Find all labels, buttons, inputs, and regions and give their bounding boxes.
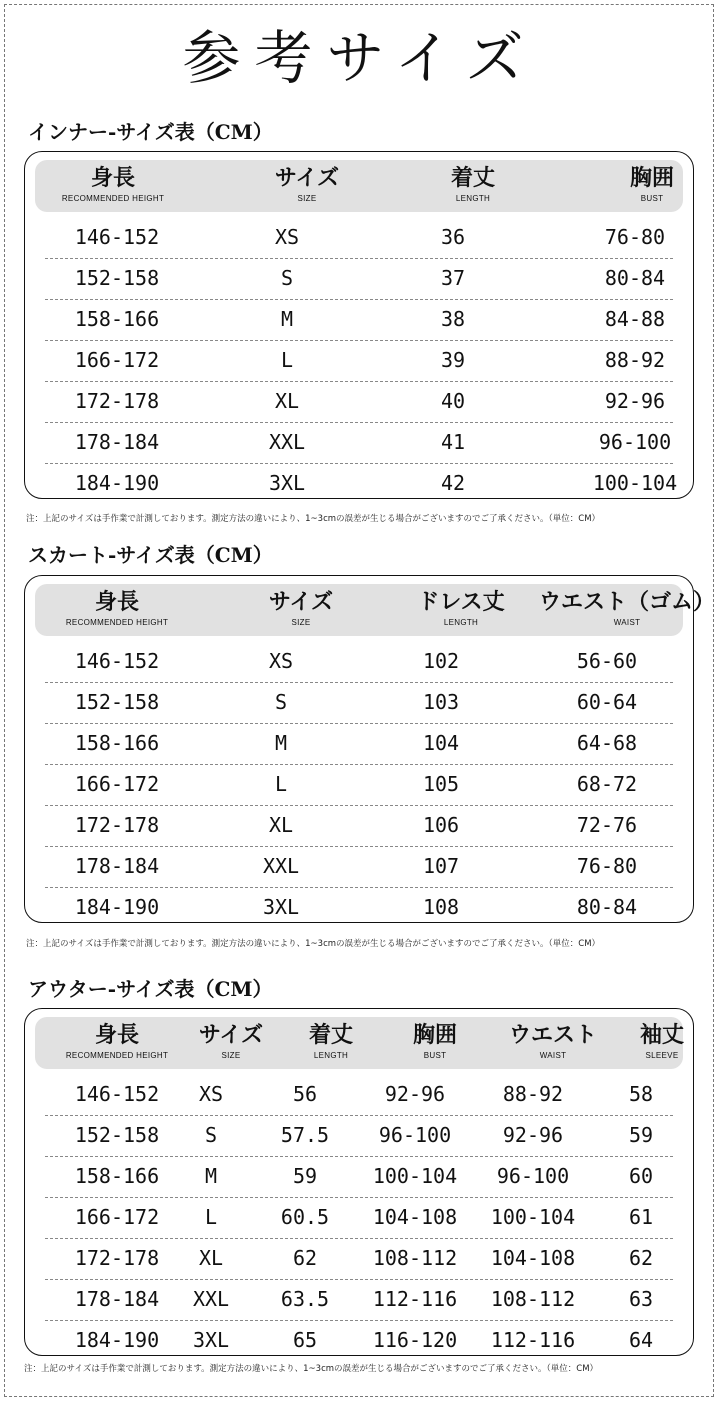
table-cell: 172-178 <box>74 389 160 413</box>
table-cell: XXL <box>192 1287 230 1311</box>
table-cell: 60-64 <box>576 690 638 714</box>
size-table <box>24 1008 694 1356</box>
table-cell: 72-76 <box>576 813 638 837</box>
table-cell: 88-92 <box>604 348 666 372</box>
column-header-label: ウエスト <box>508 1023 598 1048</box>
table-header <box>35 160 683 212</box>
table-cell: 92-96 <box>604 389 666 413</box>
table-row <box>45 299 673 341</box>
table-row <box>45 805 673 847</box>
measurement-note: 注：上記のサイズは手作業で計測しております。測定方法の違いにより、1~3cmの誤差が生じる場合がございますのでご了承ください。（単位：CM） <box>24 1364 599 1374</box>
column-header <box>539 590 715 630</box>
table-cell: 41 <box>440 430 466 454</box>
table-cell: 102 <box>422 649 460 673</box>
table-cell: 158-166 <box>74 1164 160 1188</box>
table-cell: 107 <box>422 854 460 878</box>
table-cell: XL <box>198 1246 224 1270</box>
column-header-label: 着丈 <box>450 166 496 191</box>
table-cell: 105 <box>422 772 460 796</box>
table-cell: 63 <box>628 1287 654 1311</box>
table-cell: 166-172 <box>74 1205 160 1229</box>
table-cell: 3XL <box>268 471 306 495</box>
table-cell: L <box>204 1205 218 1229</box>
table-cell: M <box>204 1164 218 1188</box>
table-row <box>45 422 673 464</box>
table-cell: XS <box>268 649 294 673</box>
table-row <box>45 1279 673 1321</box>
table-cell: XL <box>268 813 294 837</box>
table-cell: 80-84 <box>576 895 638 919</box>
table-cell: 38 <box>440 307 466 331</box>
table-cell: 166-172 <box>74 772 160 796</box>
table-cell: 108-112 <box>372 1246 458 1270</box>
measurement-note: 注：上記のサイズは手作業で計測しております。測定方法の違いにより、1~3cmの誤差が生じる場合がございますのでご了承ください。（単位：CM） <box>26 514 601 524</box>
table-cell: 108-112 <box>490 1287 576 1311</box>
column-header-sublabel: RECOMMENDED HEIGHT <box>65 618 169 627</box>
column-header <box>509 1023 597 1063</box>
table-cell: XS <box>274 225 300 249</box>
table-cell: XS <box>198 1082 224 1106</box>
table-row <box>45 1156 673 1198</box>
table-cell: 166-172 <box>74 348 160 372</box>
column-header <box>66 1023 168 1063</box>
table-cell: 104 <box>422 731 460 755</box>
column-header <box>66 590 168 630</box>
table-cell: 62 <box>628 1246 654 1270</box>
table-cell: 104-108 <box>490 1246 576 1270</box>
table-cell: 64-68 <box>576 731 638 755</box>
table-cell: 184-190 <box>74 471 160 495</box>
table-row <box>45 1238 673 1280</box>
table-row <box>45 1115 673 1157</box>
table-row <box>45 258 673 300</box>
table-cell: 96-100 <box>496 1164 570 1188</box>
column-header <box>451 166 495 206</box>
table-cell: 158-166 <box>74 731 160 755</box>
table-cell: XXL <box>262 854 300 878</box>
column-header-label: 胸囲 <box>629 166 675 191</box>
column-header-sublabel: SLEEVE <box>645 1051 679 1060</box>
table-cell: 3XL <box>262 895 300 919</box>
table-cell: 146-152 <box>74 225 160 249</box>
column-header-sublabel: LENGTH <box>313 1051 349 1060</box>
column-header-label: 身長 <box>90 166 136 191</box>
table-cell: 63.5 <box>280 1287 330 1311</box>
table-cell: S <box>280 266 294 290</box>
table-row <box>45 846 673 888</box>
table-cell: 152-158 <box>74 266 160 290</box>
table-cell: L <box>280 348 294 372</box>
table-cell: 178-184 <box>74 1287 160 1311</box>
table-cell: 112-116 <box>372 1287 458 1311</box>
table-row <box>45 723 673 765</box>
column-header <box>62 166 164 206</box>
column-header <box>275 166 339 206</box>
table-cell: 184-190 <box>74 895 160 919</box>
table-cell: 64 <box>628 1328 654 1352</box>
table-cell: 146-152 <box>74 649 160 673</box>
column-header-label: ドレス丈 <box>417 590 505 615</box>
table-cell: 42 <box>440 471 466 495</box>
column-header-label: ウエスト（ゴム） <box>538 590 716 615</box>
column-header <box>199 1023 263 1063</box>
column-header-sublabel: SIZE <box>297 194 317 203</box>
table-row <box>45 887 673 928</box>
section-title: スカート-サイズ表（CM） <box>28 543 273 567</box>
table-cell: 100-104 <box>592 471 678 495</box>
table-cell: L <box>274 772 288 796</box>
table-cell: 106 <box>422 813 460 837</box>
column-header-sublabel: WAIST <box>613 618 641 627</box>
table-row <box>45 682 673 724</box>
table-cell: 104-108 <box>372 1205 458 1229</box>
table-cell: 103 <box>422 690 460 714</box>
table-cell: 146-152 <box>74 1082 160 1106</box>
table-cell: 68-72 <box>576 772 638 796</box>
table-cell: XXL <box>268 430 306 454</box>
column-header-sublabel: LENGTH <box>443 618 479 627</box>
table-row <box>45 340 673 382</box>
table-cell: 56 <box>292 1082 318 1106</box>
table-cell: 178-184 <box>74 430 160 454</box>
column-header-sublabel: LENGTH <box>455 194 491 203</box>
table-cell: 96-100 <box>378 1123 452 1147</box>
column-header-sublabel: SIZE <box>221 1051 241 1060</box>
column-header <box>630 166 674 206</box>
column-header-label: 身長 <box>94 590 140 615</box>
column-header-label: サイズ <box>198 1023 264 1048</box>
table-cell: 39 <box>440 348 466 372</box>
section-title: インナー-サイズ表（CM） <box>28 120 273 144</box>
table-cell: 65 <box>292 1328 318 1352</box>
column-header <box>640 1023 684 1063</box>
table-row <box>45 217 673 259</box>
table-cell: 178-184 <box>74 854 160 878</box>
table-cell: M <box>280 307 294 331</box>
table-cell: 96-100 <box>598 430 672 454</box>
table-cell: 3XL <box>192 1328 230 1352</box>
section-title: アウター-サイズ表（CM） <box>28 977 273 1001</box>
table-cell: XL <box>274 389 300 413</box>
table-cell: 158-166 <box>74 307 160 331</box>
page-title: 参考サイズ <box>182 24 538 92</box>
table-cell: 56-60 <box>576 649 638 673</box>
table-cell: 60.5 <box>280 1205 330 1229</box>
table-row <box>45 641 673 683</box>
table-cell: 92-96 <box>384 1082 446 1106</box>
table-cell: 58 <box>628 1082 654 1106</box>
table-cell: 172-178 <box>74 813 160 837</box>
table-cell: 172-178 <box>74 1246 160 1270</box>
table-header <box>35 584 716 636</box>
table-cell: 59 <box>292 1164 318 1188</box>
table-row <box>45 1320 673 1361</box>
column-header-sublabel: RECOMMENDED HEIGHT <box>61 194 165 203</box>
table-row <box>45 463 678 504</box>
size-table <box>24 151 694 499</box>
table-cell: 184-190 <box>74 1328 160 1352</box>
table-cell: 37 <box>440 266 466 290</box>
table-cell: 59 <box>628 1123 654 1147</box>
column-header <box>417 590 504 630</box>
table-cell: 116-120 <box>372 1328 458 1352</box>
table-cell: 152-158 <box>74 1123 160 1147</box>
table-row <box>45 1197 673 1239</box>
table-header <box>35 1017 683 1069</box>
table-cell: S <box>204 1123 218 1147</box>
column-header <box>413 1023 457 1063</box>
table-cell: 152-158 <box>74 690 160 714</box>
column-header-sublabel: BUST <box>423 1051 447 1060</box>
column-header-label: 身長 <box>94 1023 140 1048</box>
table-row <box>45 381 673 423</box>
table-cell: 88-92 <box>502 1082 564 1106</box>
column-header-label: サイズ <box>274 166 340 191</box>
table-cell: 100-104 <box>490 1205 576 1229</box>
column-header-label: 袖丈 <box>639 1023 685 1048</box>
size-table <box>24 575 716 923</box>
column-header <box>309 1023 353 1063</box>
table-cell: 57.5 <box>280 1123 330 1147</box>
column-header-sublabel: WAIST <box>539 1051 567 1060</box>
table-cell: 62 <box>292 1246 318 1270</box>
table-cell: 40 <box>440 389 466 413</box>
column-header <box>269 590 333 630</box>
table-cell: 60 <box>628 1164 654 1188</box>
table-cell: 61 <box>628 1205 654 1229</box>
table-cell: M <box>274 731 288 755</box>
column-header-label: サイズ <box>268 590 334 615</box>
column-header-label: 着丈 <box>308 1023 354 1048</box>
table-cell: 76-80 <box>576 854 638 878</box>
table-cell: 108 <box>422 895 460 919</box>
column-header-sublabel: RECOMMENDED HEIGHT <box>65 1051 169 1060</box>
column-header-sublabel: SIZE <box>291 618 311 627</box>
table-row <box>45 764 673 806</box>
table-cell: S <box>274 690 288 714</box>
table-row <box>45 1074 673 1116</box>
column-header-sublabel: BUST <box>640 194 664 203</box>
column-header-label: 胸囲 <box>412 1023 458 1048</box>
table-cell: 80-84 <box>604 266 666 290</box>
table-cell: 92-96 <box>502 1123 564 1147</box>
table-cell: 36 <box>440 225 466 249</box>
table-cell: 84-88 <box>604 307 666 331</box>
measurement-note: 注：上記のサイズは手作業で計測しております。測定方法の違いにより、1~3cmの誤差が生じる場合がございますのでご了承ください。（単位：CM） <box>26 939 601 949</box>
table-cell: 76-80 <box>604 225 666 249</box>
table-cell: 100-104 <box>372 1164 458 1188</box>
table-cell: 112-116 <box>490 1328 576 1352</box>
